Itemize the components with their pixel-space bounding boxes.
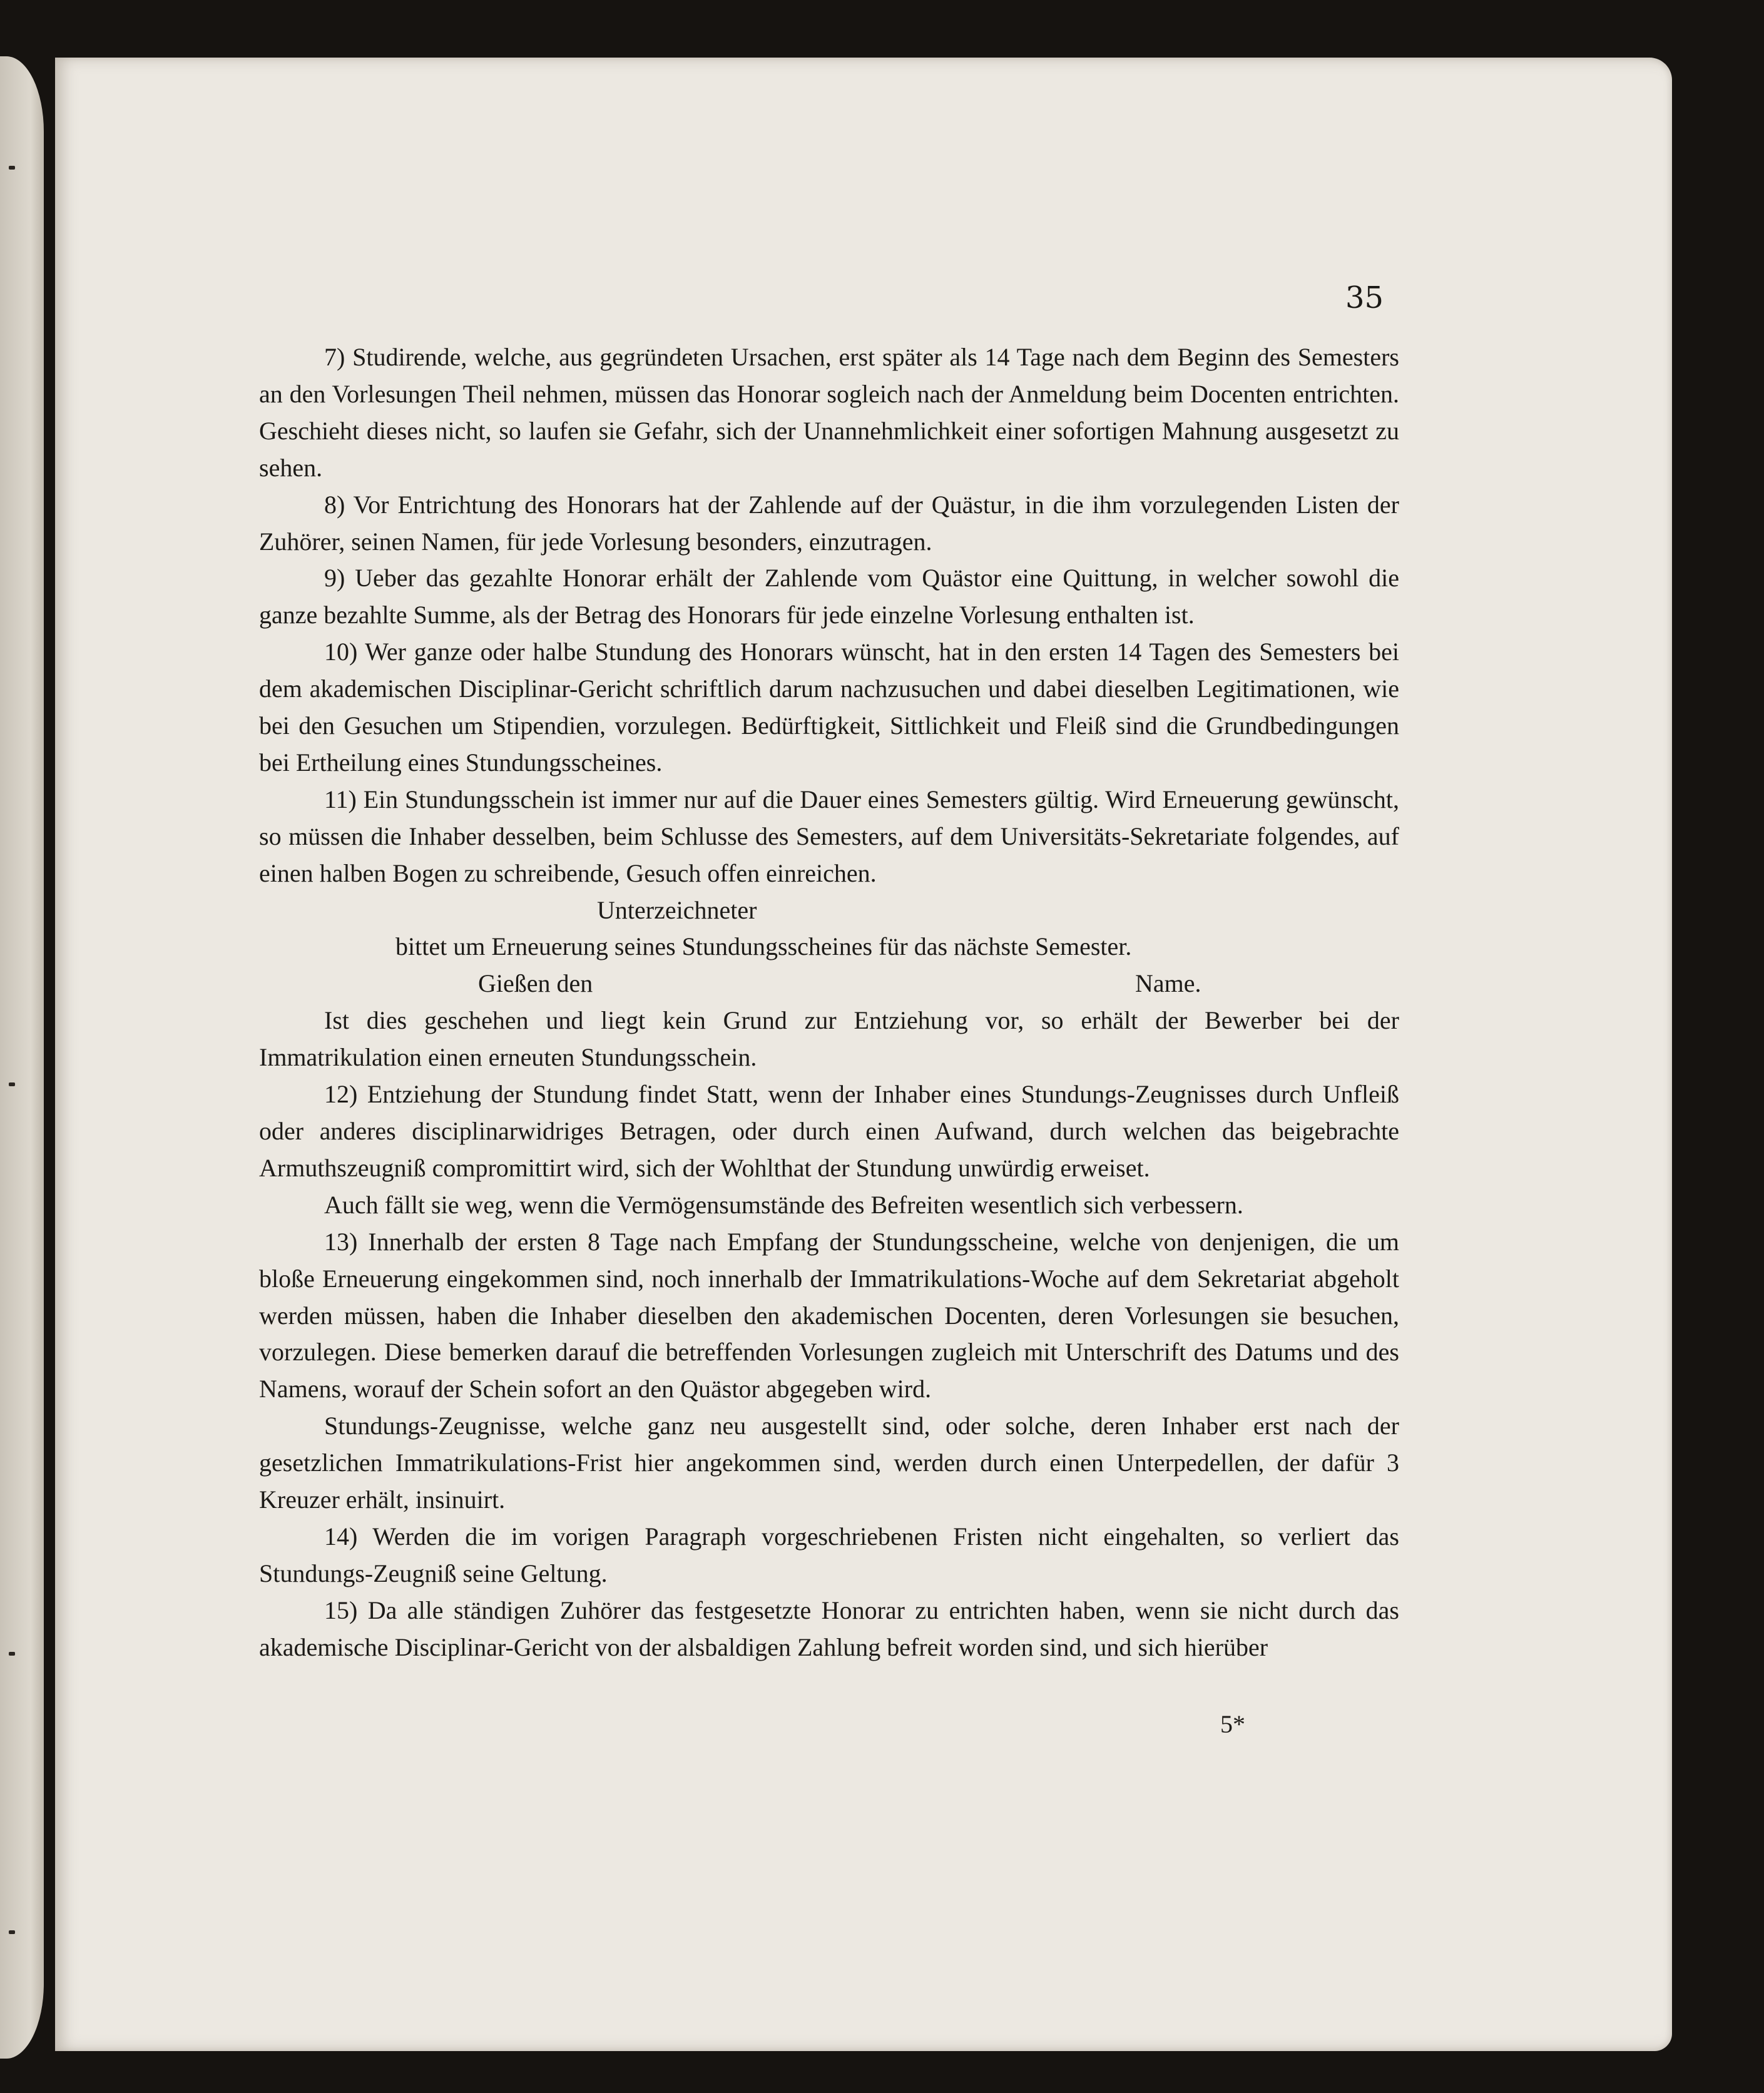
form-undersigned: Unterzeichneter <box>597 895 757 924</box>
paragraph-13: 13) Innerhalb der ersten 8 Tage nach Empfang der Stundungsscheine, welche von denjenigen, die um bloße Erneuerung eingekommen sind, noch innerhalb der Immatrikulations-Woche auf dem Sekretariat abgeholt werden müssen, haben die Inhaber dieselben den akademischen Docenten, deren Vorlesungen sie besuchen, vorzulegen. Diese bemerken darauf die betreffenden Vorlesungen zugleich mit Unterschrift des Datums und des Namens, worauf der Schein sofort an den Quästor abgegeben wird. <box>259 1227 1399 1403</box>
paragraph-8: 8) Vor Entrichtung des Honorars hat der Zahlende auf der Quästur, in die ihm vorzulegenden Listen der Zuhörer, seinen Namen, für jede Vorlesung besonders, einzutragen. <box>259 490 1399 556</box>
form-place: Gießen den <box>478 969 593 998</box>
form-name: Name. <box>1135 969 1201 998</box>
paragraph-14: 14) Werden die im vorigen Paragraph vorgeschriebenen Fristen nicht eingehalten, so verliert das Stundungs-Zeugniß seine Geltung. <box>259 1522 1399 1587</box>
paragraph-11-continued: Ist dies geschehen und liegt kein Grund zur Entziehung vor, so erhält der Bewerber bei der Immatrikulation einen erneuten Stundungsschein. <box>259 1006 1399 1072</box>
form-line-place <box>259 965 1399 1002</box>
signature-mark: 5* <box>1220 1710 1245 1738</box>
binding-mark <box>9 1082 15 1086</box>
paragraph-9: 9) Ueber das gezahlte Honorar erhält der Zahlende vom Quästor eine Quittung, in welcher sowohl die ganze bezahlte Summe, als der Betrag des Honorars für jede einzelne Vorlesung enthalten ist. <box>259 564 1399 629</box>
paragraph-12-continued: Auch fällt sie weg, wenn die Vermögensumstände des Befreiten wesentlich sich verbessern. <box>324 1190 1243 1219</box>
left-page-edge <box>0 56 44 2059</box>
binding-mark <box>9 1652 15 1656</box>
paragraph-7: 7) Studirende, welche, aus gegründeten Ursachen, erst später als 14 Tage nach dem Beginn des Semesters an den Vorlesungen Theil nehmen, müssen das Honorar sogleich nach der Anmeldung beim Docenten entrichten. Geschieht dieses nicht, so laufen sie Gefahr, sich der Unannehmlichkeit einer sofortigen Mahnung ausgesetzt zu sehen. <box>259 343 1399 482</box>
paragraph-10: 10) Wer ganze oder halbe Stundung des Honorars wünscht, hat in den ersten 14 Tagen des Semesters bei dem akademischen Disciplinar-Gericht schriftlich darum nachzusuchen und dabei dieselben Legitimationen, wie bei den Gesuchen um Stipendien, vorzulegen. Bedürftigkeit, Sittlichkeit und Fleiß sind die Grundbedingungen bei Ertheilung eines Stundungsscheines. <box>259 638 1399 777</box>
paragraph-13-continued: Stundungs-Zeugnisse, welche ganz neu ausgestellt sind, oder solche, deren Inhaber erst nach der gesetzlichen Immatrikulations-Frist hier angekommen sind, werden durch einen Unterpedellen, der dafür 3 Kreuzer erhält, insinuirt. <box>259 1412 1399 1514</box>
paragraph-15: 15) Da alle ständigen Zuhörer das festgesetzte Honorar zu entrichten haben, wenn sie nicht durch das akademische Disciplinar-Gericht von der alsbaldigen Zahlung befreit worden sind, und sich hierüber <box>259 1596 1399 1661</box>
binding-mark <box>9 166 15 170</box>
form-line-request <box>259 929 1399 965</box>
paragraph-11: 11) Ein Stundungsschein ist immer nur auf die Dauer eines Semesters gültig. Wird Erneuerung gewünscht, so müssen die Inhaber desselben, beim Schlusse des Semesters, auf dem Universitäts-Sekretariate folgendes, auf einen halben Bogen zu schreibende, Gesuch offen einreichen. <box>259 785 1399 887</box>
page-number: 35 <box>1345 280 1384 315</box>
form-request: bittet um Erneuerung seines Stundungsscheines für das nächste Semester. <box>395 932 1132 961</box>
form-line-undersigned <box>259 892 1399 929</box>
body-text <box>259 339 1399 1666</box>
binding-mark <box>9 1930 15 1934</box>
paragraph-12: 12) Entziehung der Stundung findet Statt, wenn der Inhaber eines Stundungs-Zeugnisses durch Unfleiß oder anderes disciplinarwidriges Betragen, oder durch einen Aufwand, durch welchen das beigebrachte Armuthszeugniß compromittirt wird, sich der Wohlthat der Stundung unwürdig erweiset. <box>259 1080 1399 1182</box>
